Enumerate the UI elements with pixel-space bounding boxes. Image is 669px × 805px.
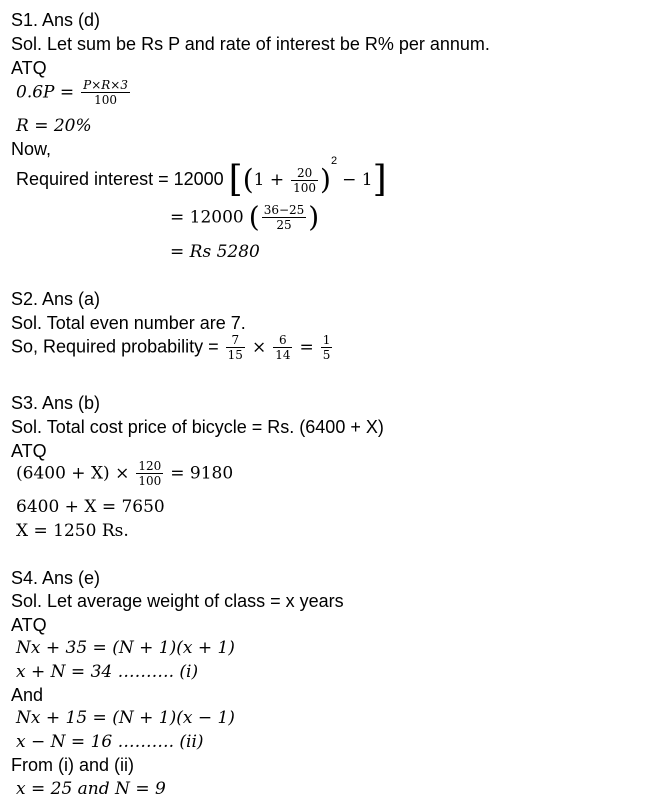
s3-solution: Sol. Total cost price of bicycle = Rs. (6400 + X) [11,417,384,437]
s2-probability [11,333,334,362]
s2-heading: S2. Ans (a) [11,289,101,309]
s2-f2-numerator: 6 [273,333,292,348]
s2-f3-denominator: 5 [322,348,331,362]
s1-eq1-lhs: 0.6P = [16,82,75,103]
s4-atq: ATQ [11,615,47,635]
s4-heading: S4. Ans (e) [11,568,101,588]
s4-equation-4: x − N = 16 ………. (ii) [16,732,204,752]
s1-step2-fraction [262,203,307,232]
s3-eq1-lhs: (6400 + X) × [16,463,130,484]
s1-now: Now, [11,139,52,159]
right-bracket: ] [372,159,387,200]
right-paren: ) [320,163,331,196]
s2-fraction-3 [321,333,333,362]
s1-step-3: = Rs 5280 [170,242,260,262]
s1-eq1-fraction [81,78,130,107]
s4-and: And [11,685,44,705]
s1-solution: Sol. Let sum be Rs P and rate of interest be R% per annum. [11,34,490,54]
s1-req-tail: − 1 [342,169,373,190]
s4-solution: Sol. Let average weight of class = x years [11,591,344,611]
s2-solution: Sol. Total even number are 7. [11,313,246,333]
s2-fraction-2 [273,333,292,362]
s3-atq: ATQ [11,441,47,461]
s2-prob-label: So, Required probability = [11,336,219,357]
s3-eq1-numerator: 120 [138,459,162,473]
s1-atq: ATQ [11,58,47,78]
s1-req-denominator: 100 [293,180,317,195]
s1-eq1-numerator: P×R×3 [83,78,128,92]
s4-equation-2: x + N = 34 ………. (i) [16,662,199,682]
s3-equation-1 [16,459,233,488]
s2-equals: = [299,337,314,358]
s2-fraction-1 [226,333,245,362]
s1-heading: S1. Ans (d) [11,10,101,30]
s3-eq1-denominator: 100 [138,474,162,488]
s2-times: × [251,337,267,358]
left-paren: ( [242,163,254,196]
s1-step-2 [170,200,320,234]
s1-required-interest [16,154,387,200]
s1-eq1-denominator: 100 [94,93,118,107]
s4-from: From (i) and (ii) [11,755,135,775]
s3-eq1-fraction [136,459,163,488]
s1-req-exponent: 2 [330,154,338,167]
s4-result: x = 25 and N = 9 [16,779,166,799]
s1-step2-numerator: 36−25 [263,203,305,217]
s4-equation-1: Nx + 35 = (N + 1)(x + 1) [16,638,235,658]
s4-equation-3: Nx + 15 = (N + 1)(x − 1) [16,708,235,728]
s1-step2-lhs: = 12000 [170,207,244,228]
s1-equation-1 [16,78,132,107]
s3-equation-2: 6400 + X = 7650 [16,497,165,517]
right-paren-2: ) [308,200,320,234]
s2-f3-numerator: 1 [322,333,331,347]
s1-equation-2: R = 20% [16,116,92,136]
s1-req-numerator: 20 [291,166,318,181]
s1-req-label: Required interest = 12000 [16,168,224,189]
s1-req-one: 1 + [253,169,285,190]
left-bracket: [ [228,159,243,200]
s2-f2-denominator: 14 [275,348,291,362]
s2-f1-denominator: 15 [227,348,243,362]
s1-req-fraction [291,166,318,195]
s3-heading: S3. Ans (b) [11,393,101,413]
s1-step2-denominator: 25 [276,218,292,232]
s2-f1-numerator: 7 [226,333,245,348]
left-paren-2: ( [248,200,260,234]
s3-eq1-rhs: = 9180 [170,463,234,484]
s3-equation-3: X = 1250 Rs. [16,521,129,541]
